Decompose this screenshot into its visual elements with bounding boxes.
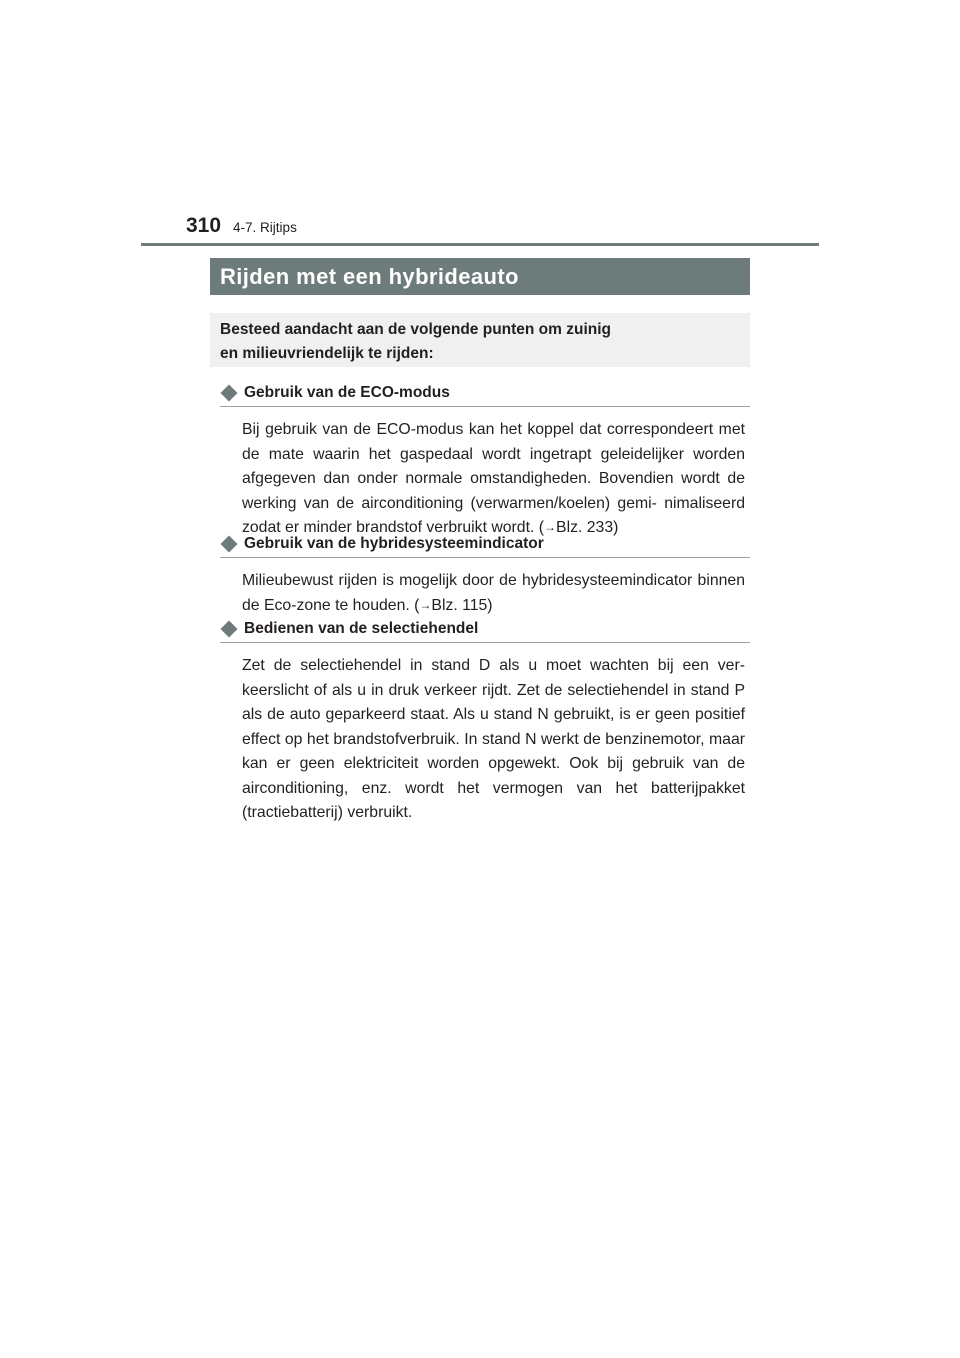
body-text: Bij gebruik van de ECO-modus kan het koppel dat correspondeert met de mate waarin het gaspedaal wordt ingetrapt geleidelijker worden afgegeven dan onder normale omstandigheden. Bovendien wordt de werking van de airconditioning (verwarmen/koelen) gemi- nimaliseerd zodat er minder brandstof verbruikt wordt. (: [242, 421, 745, 536]
body-text: Milieubewust rijden is mogelijk door de hybridesysteemindicator binnen de Eco-zone te houden. (: [242, 572, 745, 614]
subsection-heading: [220, 380, 750, 407]
page-number: 310: [186, 214, 222, 237]
page-header: [186, 214, 297, 238]
intro-box: [210, 313, 750, 367]
diamond-bullet-icon: [221, 536, 238, 553]
intro-line-2: en milieuvriendelijk te rijden:: [220, 345, 434, 362]
page-reference[interactable]: Blz. 115): [431, 596, 493, 614]
subsection-title: Gebruik van de hybridesysteemindicator: [244, 535, 544, 552]
subsection-hybrid-indicator: [220, 531, 750, 618]
subsection-eco-mode: [220, 380, 750, 541]
body-text: Zet de selectiehendel in stand D als u moet wachten bij een ver- keerslicht of als u in druk verkeer rijdt. Zet de selectiehendel in stand P als de auto geparkeerd staat. Als u stand N gebruikt, is er geen positief effect op het brandstofverbruik. In stand N werkt de benzinemotor, maar kan er geen elektriciteit worden opgewekt. Ook bij gebruik van de airconditioning, enz. wordt het vermogen van het batterijpakket (tractiebatterij) verbruikt.: [242, 657, 745, 821]
subsection-body: [242, 654, 745, 826]
subsection-title: Gebruik van de ECO-modus: [244, 384, 450, 401]
subsection-title: Bedienen van de selectiehendel: [244, 620, 479, 637]
subsection-body: [242, 418, 745, 541]
diamond-bullet-icon: [221, 621, 238, 638]
arrow-right-icon: →: [544, 520, 557, 534]
header-rule: [141, 243, 819, 246]
diamond-bullet-icon: [221, 385, 238, 402]
subsection-body: [242, 569, 745, 618]
subsection-heading: [220, 616, 750, 643]
arrow-right-icon: →: [419, 597, 432, 612]
subsection-selector-lever: [220, 616, 750, 826]
section-label: 4-7. Rijtips: [233, 220, 297, 235]
page-title: Rijden met een hybrideauto: [220, 263, 519, 289]
page-reference[interactable]: Blz. 233): [556, 519, 619, 536]
subsection-heading: [220, 531, 750, 558]
intro-line-1: Besteed aandacht aan de volgende punten om zuinig: [220, 321, 612, 338]
title-bar: [210, 258, 750, 295]
